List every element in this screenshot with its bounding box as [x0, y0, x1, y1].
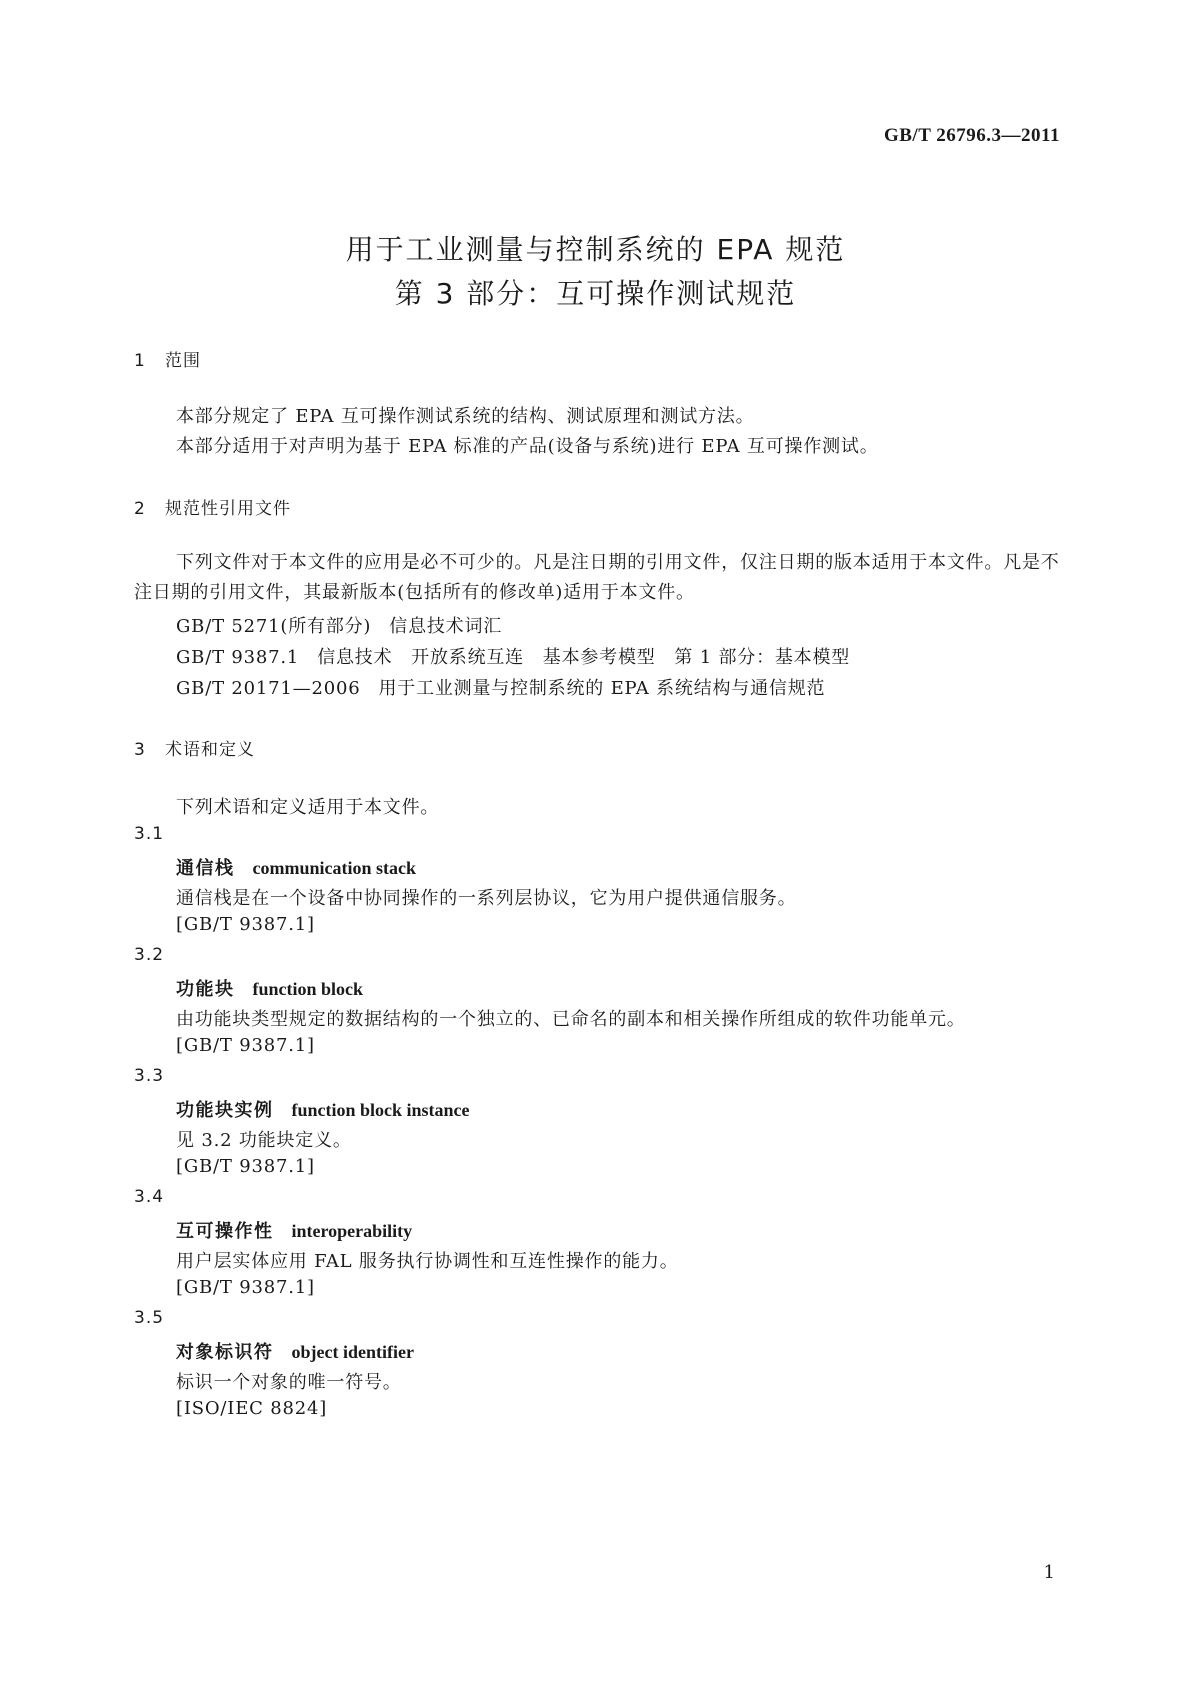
paragraph: 下列术语和定义适用于本文件。 — [176, 797, 440, 818]
section-number: 3 — [134, 740, 146, 760]
term-source: [GB/T 9387.1] — [176, 1277, 315, 1298]
term-zh: 功能块 — [176, 979, 235, 1000]
reference-code: GB/T 20171—2006 — [176, 678, 361, 699]
term-en: object identifier — [291, 1342, 414, 1362]
section-number: 1 — [134, 351, 146, 371]
reference-item — [176, 612, 502, 638]
term-definition: 由功能块类型规定的数据结构的一个独立的、已命名的副本和相关操作所组成的软件功能单元。 — [176, 1009, 966, 1030]
standard-number: GB/T 26796.3—2011 — [883, 125, 1060, 146]
term-number: 3.3 — [134, 1066, 165, 1086]
term-zh: 通信栈 — [176, 858, 235, 879]
reference-title: 信息技术 开放系统互连 基本参考模型 第 1 部分：基本模型 — [317, 647, 851, 668]
term-en: function block instance — [291, 1100, 470, 1120]
term-en: communication stack — [252, 858, 416, 878]
term-definition: 见 3.2 功能块定义。 — [176, 1130, 352, 1151]
term-source: [GB/T 9387.1] — [176, 914, 315, 935]
term-heading — [176, 1096, 470, 1122]
section-heading-scope — [134, 346, 201, 371]
term-zh: 对象标识符 — [176, 1342, 274, 1363]
document-title: 用于工业测量与控制系统的 EPA 规范 — [345, 233, 846, 266]
term-heading — [176, 1338, 414, 1364]
term-number: 3.2 — [134, 945, 165, 965]
paragraph: 下列文件对于本文件的应用是必不可少的。凡是注日期的引用文件，仅注日期的版本适用于本文件。凡是不注日期的引用文件，其最新版本(包括所有的修改单)适用于本文件。 — [134, 552, 1060, 603]
term-number: 3.4 — [134, 1187, 165, 1207]
term-zh: 功能块实例 — [176, 1100, 274, 1121]
term-en: interoperability — [291, 1221, 413, 1241]
term-definition: 用户层实体应用 FAL 服务执行协调性和互连性操作的能力。 — [176, 1251, 679, 1272]
section-title: 规范性引用文件 — [165, 499, 291, 519]
paragraph: 本部分规定了 EPA 互可操作测试系统的结构、测试原理和测试方法。 — [176, 406, 755, 427]
term-number: 3.5 — [134, 1308, 165, 1328]
term-en: function block — [252, 979, 364, 999]
term-source: [GB/T 9387.1] — [176, 1035, 315, 1056]
reference-item — [176, 674, 825, 700]
reference-title: 用于工业测量与控制系统的 EPA 系统结构与通信规范 — [378, 678, 826, 699]
paragraph: 本部分适用于对声明为基于 EPA 标准的产品(设备与系统)进行 EPA 互可操作测试。 — [176, 436, 879, 457]
term-definition: 标识一个对象的唯一符号。 — [176, 1372, 402, 1393]
reference-code: GB/T 5271(所有部分) — [176, 616, 372, 637]
term-number: 3.1 — [134, 824, 165, 844]
reference-code: GB/T 9387.1 — [176, 647, 300, 668]
term-source: [GB/T 9387.1] — [176, 1156, 315, 1177]
term-definition: 通信栈是在一个设备中协同操作的一系列层协议，它为用户提供通信服务。 — [176, 888, 797, 909]
term-zh: 互可操作性 — [176, 1221, 274, 1242]
term-heading — [176, 854, 416, 880]
term-heading — [176, 1217, 412, 1243]
document-subtitle: 第 3 部分：互可操作测试规范 — [394, 277, 797, 310]
term-source: [ISO/IEC 8824] — [176, 1398, 328, 1419]
section-heading-terms-and-definitions — [134, 735, 255, 760]
reference-title: 信息技术词汇 — [389, 616, 503, 637]
section-heading-normative-references — [134, 494, 291, 519]
term-heading — [176, 975, 363, 1001]
section-title: 范围 — [165, 351, 201, 371]
page-number: 1 — [1043, 1562, 1055, 1583]
section-number: 2 — [134, 499, 146, 519]
section-title: 术语和定义 — [165, 740, 255, 760]
reference-item — [176, 643, 850, 669]
